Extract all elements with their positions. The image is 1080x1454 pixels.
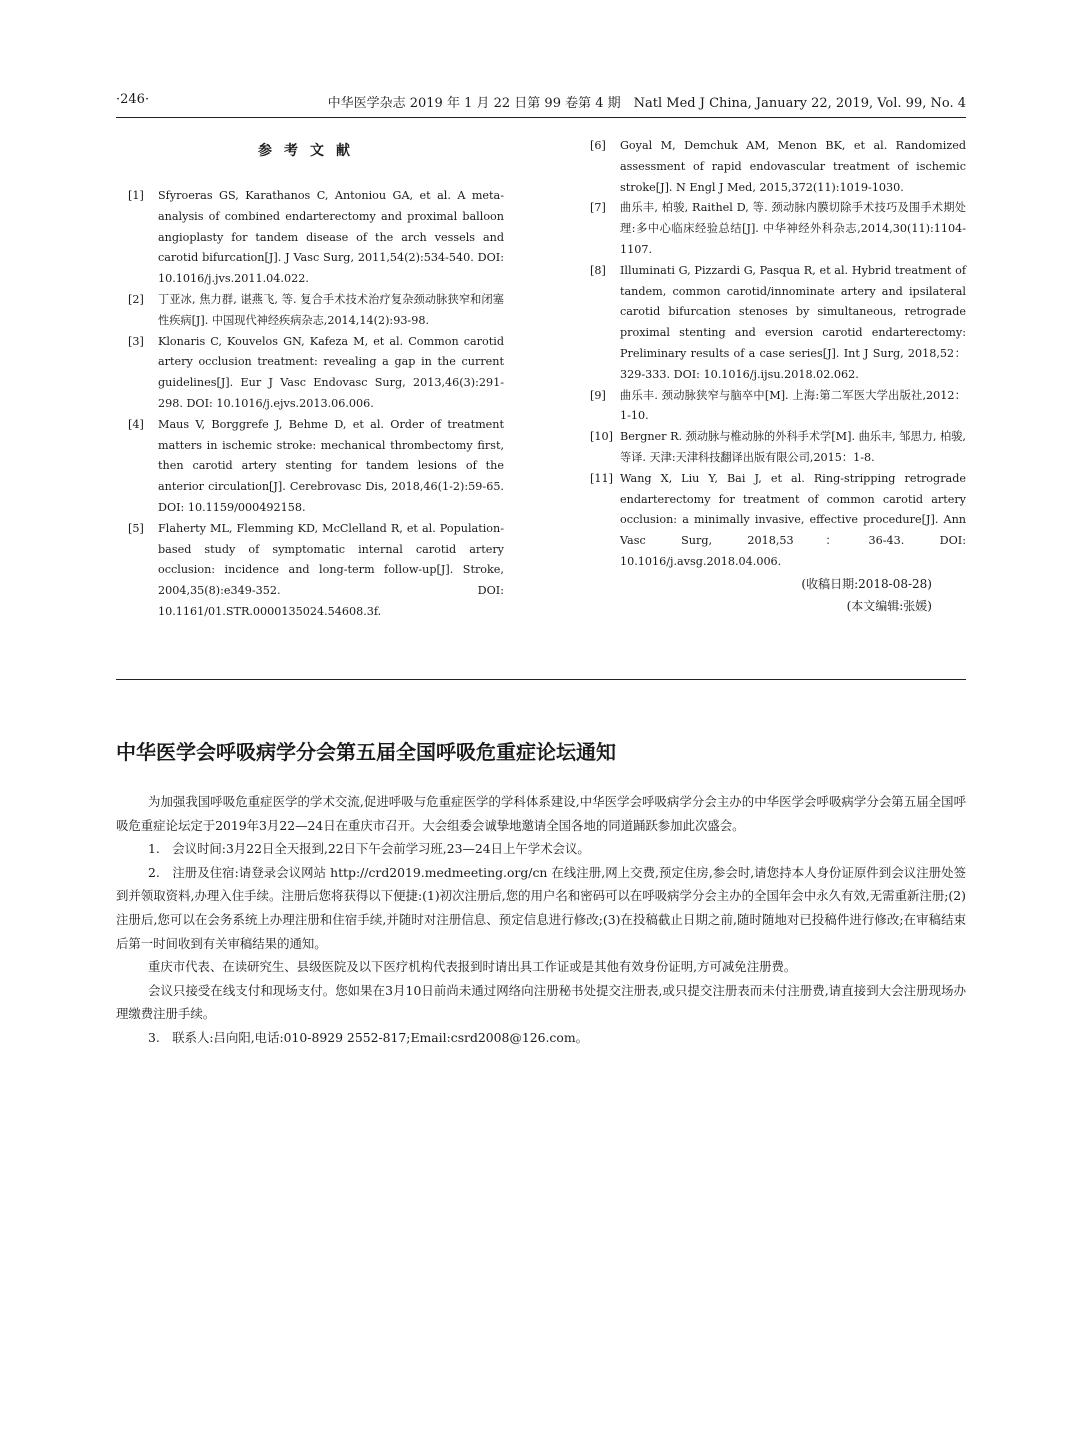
reference-item (116, 290, 504, 332)
reference-item (578, 136, 966, 198)
reference-item (116, 415, 504, 519)
reference-number: [9] (590, 388, 606, 402)
reference-text: Klonaris C, Kouvelos GN, Kafeza M, et al. Common carotid artery occlusion treatment: revealing a gap in the current guidelines[J]. Eur J Vasc Endovasc Surg, 2013,46(3):291-298. DOI: 10.1016/j.ejvs.2013.06.006. (158, 334, 504, 410)
reference-text: Goyal M, Demchuk AM, Menon BK, et al. Randomized assessment of rapid endovascular treatment of ischemic stroke[J]. N Engl J Med, 2015,372(11):1019-1030. (620, 139, 966, 194)
journal-citation: 中华医学杂志 2019 年 1 月 22 日第 99 卷第 4 期 Natl Med J China, January 22, 2019, Vol. 99, No. 4 (327, 96, 966, 111)
editor-note: (本文编辑:张媛) (846, 598, 932, 613)
reference-text: Illuminati G, Pizzardi G, Pasqua R, et al. Hybrid treatment of tandem, common carotid/innominate artery and ipsilateral carotid bifurcation stenoses by simultaneous, retrograde proximal stenting and eversion carotid endarterectomy: Preliminary results of a case series[J]. Int J Surg, 2018,52：329-333. DOI: 10.1016/j.ijsu.2018.02.062. (620, 263, 966, 381)
reference-number: [11] (590, 471, 613, 485)
reference-number: [7] (590, 201, 606, 215)
reference-text: Wang X, Liu Y, Bai J, et al. Ring-stripping retrograde endarterectomy for treatment of common carotid artery occlusion: a minimally invasive, effective procedure[J]. Ann Vasc Surg, 2018,53：36-43. DOI: 10.1016/j.avsg.2018.04.006. (620, 471, 966, 568)
references-left-column (116, 136, 504, 623)
references-right-column (578, 136, 966, 623)
reference-item (578, 469, 966, 573)
page-number: ·246· (116, 92, 150, 107)
notice-paragraph: 3. 联系人:吕向阳,电话:010-8929 2552-817;Email:csrd2008@126.com。 (148, 1029, 588, 1045)
reference-text: Sfyroeras GS, Karathanos C, Antoniou GA, et al. A meta-analysis of combined endarterectomy and proximal balloon angioplasty for tandem disease of the arch vessels and carotid bifurcation[J]. J Vasc Surg, 2011,54(2):534-540. DOI: 10.1016/j.jvs.2011.04.022. (158, 189, 504, 286)
reference-item (578, 198, 966, 260)
notice-paragraph: 1. 会议时间:3月22日全天报到,22日下午会前学习班,23—24日上午学术会议。 (148, 841, 590, 857)
page-header (116, 92, 966, 118)
reference-item (116, 519, 504, 623)
received-date: (收稿日期:2018-08-28) (801, 576, 932, 591)
notice-paragraph: 2. 注册及住宿:请登录会议网站 http://crd2019.medmeeting.org/cn 在线注册,网上交费,预定住房,参会时,请您持本人身份证原件到会议注册处签到并领取资料,办理入住手续。注册后您将获得以下便捷:(1)初次注册后,您的用户名和密码可以在呼吸病学分会主办的全国年会中永久有效,无需重新注册;(2)注册后,您可以在会务系统上办理注册和住宿手续,并随时对注册信息、预定信息进行修改;(3)在投稿截止日期之前,随时随地对已投稿件进行修改;在审稿结束后第一时间收到有关审稿结果的通知。 (116, 864, 966, 951)
reference-number: [4] (128, 417, 144, 431)
reference-number: [6] (590, 139, 606, 152)
reference-number: [10] (590, 430, 613, 444)
reference-item (116, 186, 504, 290)
reference-item (578, 386, 966, 428)
reference-text: 曲乐丰, 柏骏, Raithel D, 等. 颈动脉内膜切除手术技巧及围手术期处理:多中心临床经验总结[J]. 中华神经外科杂志,2014,30(11):1104-1107. (620, 201, 966, 256)
notice-paragraph: 为加强我国呼吸危重症医学的学术交流,促进呼吸与危重症医学的学科体系建设,中华医学会呼吸病学分会主办的中华医学会呼吸病学分会第五届全国呼吸危重症论坛定于2019年3月22—24日在重庆市召开。大会组委会诚挚地邀请全国各地的同道踊跃参加此次盛会。 (116, 794, 966, 833)
reference-number: [1] (128, 189, 144, 202)
notice-title: 中华医学会呼吸病学分会第五届全国呼吸危重症论坛通知 (116, 740, 616, 764)
reference-text: Maus V, Borggrefe J, Behme D, et al. Order of treatment matters in ischemic stroke: mechanical thrombectomy first, then carotid artery stenting for tandem lesions of the anterior circulation[J]. Cerebrovasc Dis, 2018,46(1-2):59-65. DOI: 10.1159/000492158. (158, 417, 504, 514)
reference-number: [8] (590, 263, 606, 277)
reference-item (578, 427, 966, 469)
reference-number: [2] (128, 292, 144, 306)
reference-item (116, 332, 504, 415)
references-heading: 参考文献 (258, 143, 362, 159)
section-divider (116, 679, 966, 680)
reference-text: 曲乐丰. 颈动脉狭窄与脑卒中[M]. 上海:第二军医大学出版社,2012：1-10. (620, 388, 966, 423)
reference-item (578, 261, 966, 386)
references-section (116, 136, 966, 623)
notice-body (116, 790, 966, 1050)
reference-text: Bergner R. 颈动脉与椎动脉的外科手术学[M]. 曲乐丰, 邹思力, 柏骏, 等译. 天津:天津科技翻译出版有限公司,2015：1-8. (620, 430, 966, 464)
reference-number: [5] (128, 521, 144, 535)
notice-paragraph: 重庆市代表、在读研究生、县级医院及以下医疗机构代表报到时请出具工作证或是其他有效身份证明,方可减免注册费。 (148, 959, 797, 975)
reference-text: 丁亚冰, 焦力群, 谌燕飞, 等. 复合手术技术治疗复杂颈动脉狭窄和闭塞性疾病[J]. 中国现代神经疾病杂志,2014,14(2):93-98. (158, 292, 504, 327)
reference-number: [3] (128, 334, 144, 348)
notice-paragraph: 会议只接受在线支付和现场支付。您如果在3月10日前尚未通过网络向注册秘书处提交注册表,或只提交注册表而未付注册费,请直接到大会注册现场办理缴费注册手续。 (116, 982, 966, 1022)
reference-text: Flaherty ML, Flemming KD, McClelland R, et al. Population-based study of symptomatic internal carotid artery occlusion: incidence and long-term follow-up[J]. Stroke, 2004,35(8):e349-352. DOI: 10.1161/01.STR.0000135024.54608.3f. (158, 521, 504, 618)
